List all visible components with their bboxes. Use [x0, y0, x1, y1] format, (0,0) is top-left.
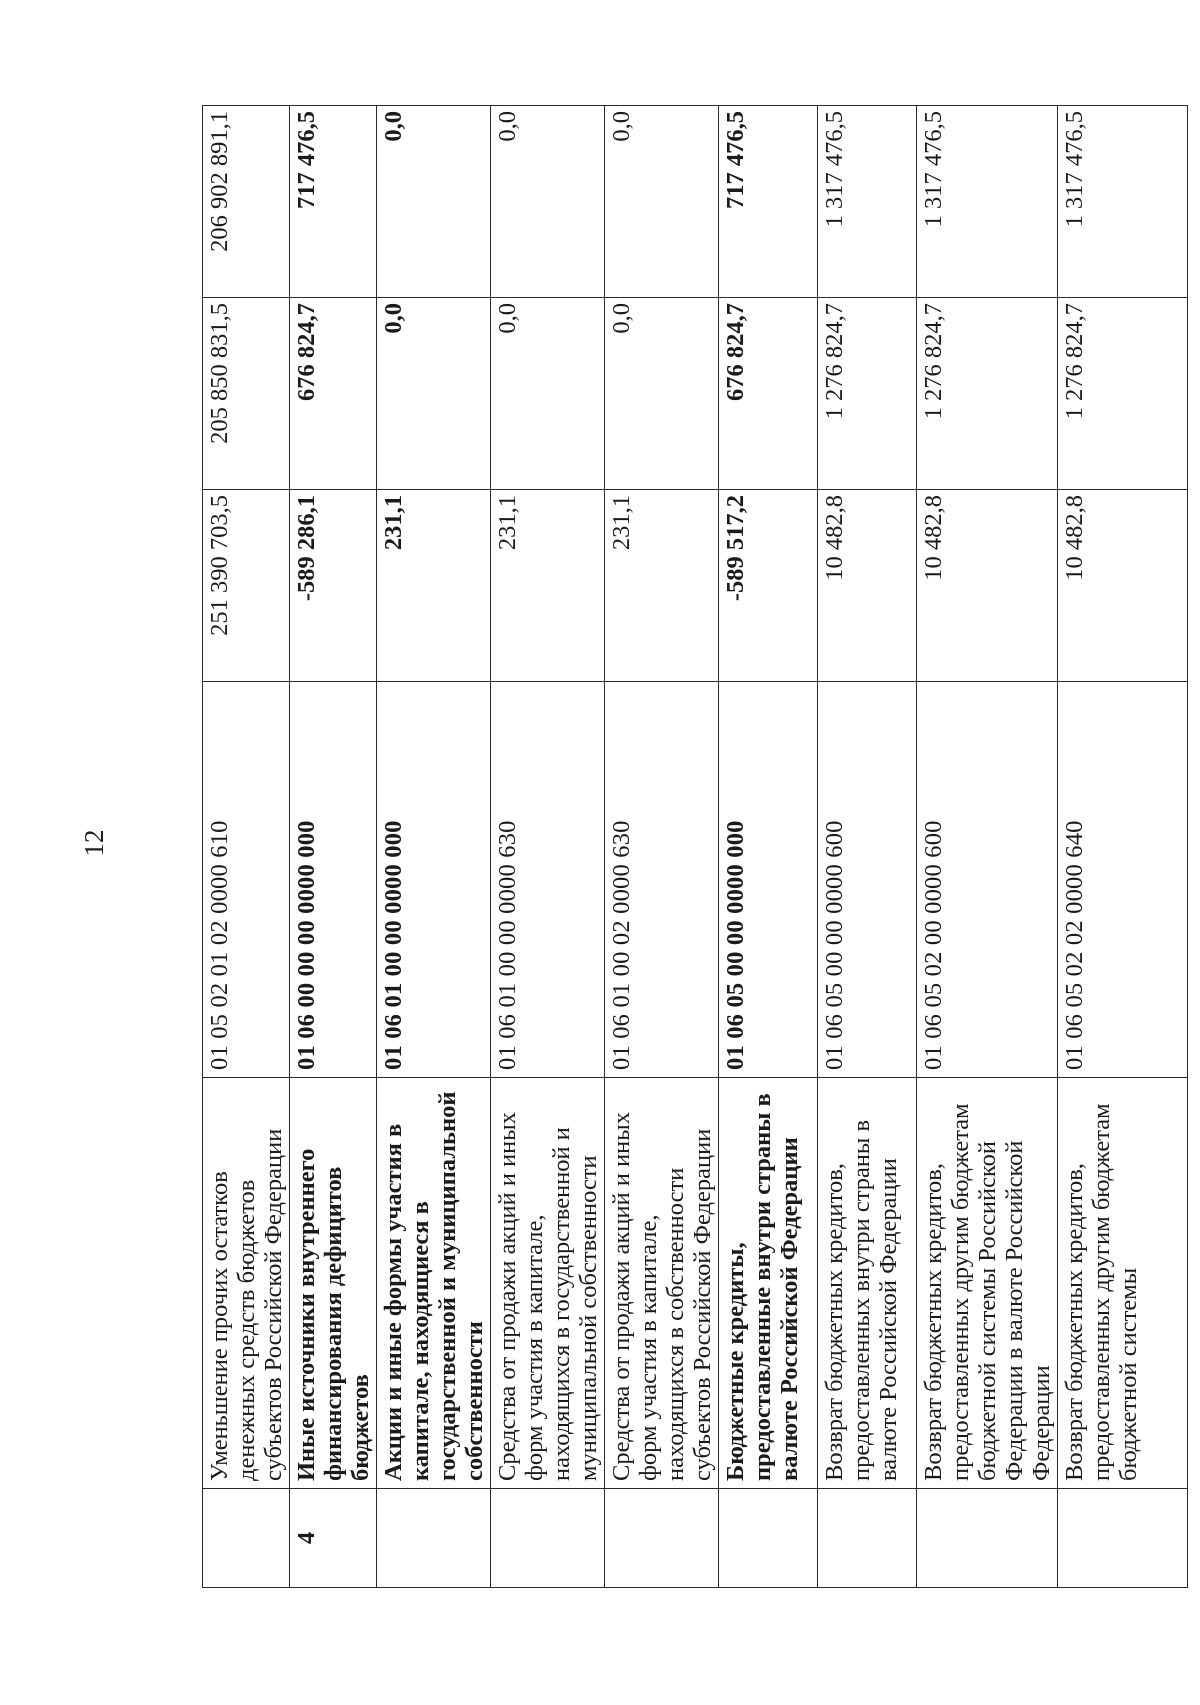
- table-body: [203, 106, 1188, 1588]
- table-row: [1058, 106, 1188, 1588]
- row-value-1: -589 517,2: [719, 490, 818, 682]
- row-value-1: -589 286,1: [290, 490, 377, 682]
- table-row: [818, 106, 917, 1588]
- row-value-3: 1 317 476,5: [917, 106, 1058, 298]
- row-number: [719, 1489, 818, 1588]
- row-value-2: 0,0: [605, 298, 719, 490]
- row-value-3: 0,0: [605, 106, 719, 298]
- row-number: [377, 1489, 491, 1588]
- row-name: Средства от продажи акций и иных форм участия в капитале, находящихся в собственности субъектов Российской Федерации: [605, 1078, 719, 1489]
- page-number: 12: [79, 829, 109, 857]
- row-number: 4: [290, 1489, 377, 1588]
- row-number: [818, 1489, 917, 1588]
- row-value-3: 1 317 476,5: [1058, 106, 1188, 298]
- budget-sources-table: [202, 105, 1188, 1588]
- table-row: [719, 106, 818, 1588]
- row-name: Акции и иные формы участия в капитале, находящиеся в государственной и муниципальной собственности: [377, 1078, 491, 1489]
- row-name: Возврат бюджетных кредитов, предоставленных внутри страны в валюте Российской Федерации: [818, 1078, 917, 1489]
- row-value-2: 1 276 824,7: [818, 298, 917, 490]
- row-value-1: 10 482,8: [1058, 490, 1188, 682]
- row-name: Возврат бюджетных кредитов, предоставленных другим бюджетам бюджетной системы: [1058, 1078, 1188, 1489]
- row-name: Уменьшение прочих остатков денежных средств бюджетов субъектов Российской Федерации: [203, 1078, 290, 1489]
- row-value-1: 251 390 703,5: [203, 490, 290, 682]
- table-row: [290, 106, 377, 1588]
- row-name: Иные источники внутреннего финансирования дефицитов бюджетов: [290, 1078, 377, 1489]
- row-number: [203, 1489, 290, 1588]
- row-value-2: 1 276 824,7: [917, 298, 1058, 490]
- row-value-3: 1 317 476,5: [818, 106, 917, 298]
- row-value-2: 0,0: [377, 298, 491, 490]
- row-value-3: 717 476,5: [290, 106, 377, 298]
- row-name: Средства от продажи акций и иных форм участия в капитале, находящихся в государственной и муниципальной собственности: [491, 1078, 605, 1489]
- row-value-3: 0,0: [491, 106, 605, 298]
- row-value-3: 717 476,5: [719, 106, 818, 298]
- table-row: [605, 106, 719, 1588]
- table-row: [491, 106, 605, 1588]
- row-value-3: 0,0: [377, 106, 491, 298]
- row-value-3: 206 902 891,1: [203, 106, 290, 298]
- row-value-2: 676 824,7: [290, 298, 377, 490]
- row-value-1: 231,1: [605, 490, 719, 682]
- row-number: [917, 1489, 1058, 1588]
- table-row: [377, 106, 491, 1588]
- row-code: 01 06 00 00 00 0000 000: [290, 682, 377, 1078]
- row-value-1: 10 482,8: [917, 490, 1058, 682]
- row-value-2: 1 276 824,7: [1058, 298, 1188, 490]
- row-code: 01 06 01 00 00 0000 630: [491, 682, 605, 1078]
- row-code: 01 06 05 00 00 0000 600: [818, 682, 917, 1078]
- row-value-1: 10 482,8: [818, 490, 917, 682]
- table-row: [917, 106, 1058, 1588]
- budget-table-frame: [202, 106, 1142, 1588]
- row-number: [491, 1489, 605, 1588]
- row-code: 01 06 05 02 02 0000 640: [1058, 682, 1188, 1078]
- row-value-2: 205 850 831,5: [203, 298, 290, 490]
- row-code: 01 06 01 00 02 0000 630: [605, 682, 719, 1078]
- row-value-2: 676 824,7: [719, 298, 818, 490]
- row-code: 01 06 01 00 00 0000 000: [377, 682, 491, 1078]
- row-number: [605, 1489, 719, 1588]
- row-name: Возврат бюджетных кредитов, предоставленных другим бюджетам бюджетной системы Российской Федерации в валюте Российской Федерации: [917, 1078, 1058, 1489]
- row-value-2: 0,0: [491, 298, 605, 490]
- row-code: 01 05 02 01 02 0000 610: [203, 682, 290, 1078]
- rotated-table-container: [202, 106, 1142, 1588]
- row-number: [1058, 1489, 1188, 1588]
- row-value-1: 231,1: [491, 490, 605, 682]
- row-code: 01 06 05 00 00 0000 000: [719, 682, 818, 1078]
- row-name: Бюджетные кредиты, предоставленные внутри страны в валюте Российской Федерации: [719, 1078, 818, 1489]
- table-row: [203, 106, 290, 1588]
- row-value-1: 231,1: [377, 490, 491, 682]
- row-code: 01 06 05 02 00 0000 600: [917, 682, 1058, 1078]
